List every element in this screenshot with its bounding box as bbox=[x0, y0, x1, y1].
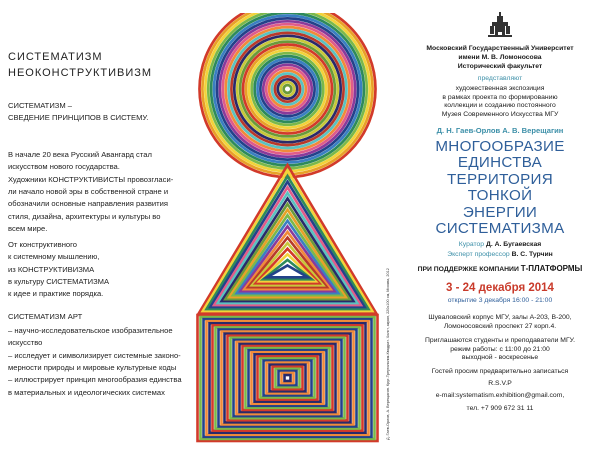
invitation-info bbox=[400, 337, 600, 363]
venue-line: Шуваловский корпус МГУ, залы А-203, В-200, bbox=[428, 314, 572, 321]
curator-name: Д. А. Бугаевская bbox=[485, 241, 542, 248]
paragraph-line: искусством нового государства. bbox=[8, 162, 120, 172]
exhibition-title bbox=[400, 139, 600, 237]
paragraph-line: Художники КОНСТРУКТИВИСТЫ провозгласи- bbox=[8, 174, 174, 184]
paragraph-line: мерности природы и мировые культурные коды bbox=[8, 362, 177, 372]
expert-label: Эксперт профессор bbox=[447, 251, 510, 258]
title-line: ТОНКОЙ bbox=[467, 187, 533, 205]
title-line: МНОГООБРАЗИЕ bbox=[435, 138, 565, 155]
university-block bbox=[400, 45, 600, 71]
heading-systematism: СИСТЕМАТИЗМ bbox=[8, 51, 103, 63]
artists-names: Д. Н. Гаев-Орлов А. В. Верещагин bbox=[436, 126, 564, 135]
paragraph-line: искусство bbox=[8, 338, 43, 348]
paragraph-line: к идее и практике порядка. bbox=[8, 289, 104, 299]
invite-line: выходной - воскресенье bbox=[461, 354, 539, 361]
artwork-caption-vertical: Д. Гаев-Орлов, А. Верещагин. Круг-Треугольник-Квадрат. Холст, акрил, 220х100 см, Москва, 2012 bbox=[386, 268, 390, 440]
presents-label: представляют bbox=[477, 75, 523, 82]
heading-neoconstructivism: НЕОКОНСТРУКТИВИЗМ bbox=[8, 67, 153, 79]
expert-line bbox=[400, 251, 600, 258]
paragraph-line: в культуру СИСТЕМАТИЗМА bbox=[8, 276, 110, 286]
expert-name: В. С. Турчин bbox=[511, 251, 553, 258]
concentric-circles bbox=[200, 13, 376, 177]
paragraph-line: – иллюстрирует принцип многообразия единства bbox=[8, 375, 182, 385]
title-line: ЕДИНСТВА bbox=[457, 154, 543, 172]
venue-address bbox=[400, 314, 600, 332]
invite-line: режим работы: с 11:00 до 21:00 bbox=[450, 345, 550, 353]
paragraph-line: к системному мышлению, bbox=[8, 252, 100, 262]
title-line: ТЕРРИТОРИЯ bbox=[446, 170, 553, 188]
left-panel bbox=[0, 0, 190, 449]
msu-logo-icon bbox=[488, 10, 512, 40]
paragraph-line: В начале 20 века Русский Авангард стал bbox=[8, 150, 152, 159]
paragraph-line: ли начало новой эры в собственной стране и bbox=[8, 186, 169, 196]
faculty-name: Исторический факультет bbox=[457, 62, 543, 70]
paragraph-line: От конструктивного bbox=[8, 240, 77, 249]
description-line: коллекции и созданию постоянного bbox=[444, 102, 556, 110]
description-line: в рамках проекта по формированию bbox=[442, 93, 558, 101]
paragraph-line: в материальных и идеологических системах bbox=[8, 387, 165, 397]
university-name: Московский Государственный Университет bbox=[426, 45, 574, 52]
contact-email[interactable]: e-mail:systematism.exhibition@gmail.com, bbox=[435, 392, 565, 399]
title-line: ЭНЕРГИИ bbox=[462, 203, 538, 221]
concentric-triangles bbox=[199, 165, 376, 313]
paragraph-line: стиля, дизайна, архитектуры и культуры во bbox=[8, 211, 161, 221]
concentric-squares bbox=[198, 315, 378, 441]
paragraph-line: обозначили основные направления развития bbox=[8, 199, 168, 209]
description-line: художественная экспозиция bbox=[455, 85, 545, 92]
university-name-2: имени М. В. Ломоносова bbox=[458, 53, 542, 61]
artwork-circle-triangle-square bbox=[196, 13, 379, 443]
paragraph-line: из КОНСТРУКТИВИЗМА bbox=[8, 264, 95, 274]
opening-time: открытие 3 декабря 16:00 - 21:00 bbox=[447, 297, 553, 304]
support-line bbox=[400, 264, 600, 273]
exhibition-dates: 3 - 24 декабря 2014 bbox=[446, 282, 554, 294]
title-line: СИСТЕМАТИЗМА bbox=[435, 220, 565, 238]
support-company: Т-ПЛАТФОРМЫ bbox=[520, 264, 583, 273]
paragraph-line: – научно-исследовательское изобразительное bbox=[8, 326, 173, 335]
invite-line: Приглашаются студенты и преподаватели МГУ. bbox=[425, 337, 575, 344]
curator-label: Куратор bbox=[458, 241, 485, 248]
definition-line-1: СИСТЕМАТИЗМ – bbox=[8, 101, 73, 110]
definition-line-2: СВЕДЕНИЕ ПРИНЦИПОВ В СИСТЕМУ. bbox=[8, 113, 149, 122]
contact-phone[interactable]: тел. +7 909 672 31 11 bbox=[466, 405, 534, 412]
paragraph-line: – исследует и символизирует системные законо- bbox=[8, 350, 181, 360]
exhibition-description bbox=[400, 85, 600, 119]
registration-note: Гостей просим предварительно записаться bbox=[431, 368, 569, 375]
rsvp-label: R.S.V.P bbox=[488, 380, 512, 387]
paragraph-line: всем мире. bbox=[8, 223, 48, 233]
art-heading: СИСТЕМАТИЗМ АРТ bbox=[8, 312, 83, 321]
venue-line: Ломоносовский проспект 27 корп.4. bbox=[443, 322, 557, 330]
curator-line bbox=[400, 241, 600, 248]
description-line: Музея Современного Искусства МГУ bbox=[441, 110, 559, 118]
support-label: ПРИ ПОДДЕРЖКЕ КОМПАНИИ bbox=[417, 266, 519, 273]
